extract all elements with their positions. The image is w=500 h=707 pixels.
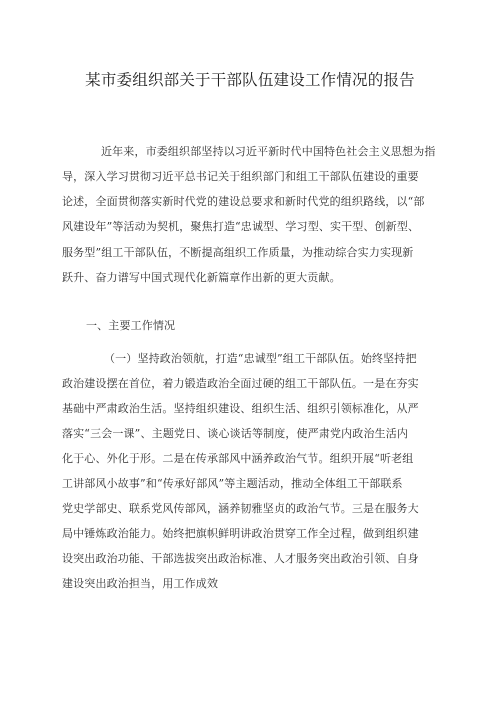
body-line: 局中锤炼政治能力。始终把旗帜鲜明讲政治贯穿工作全过程，做到组织建 <box>62 527 419 540</box>
body-line: 政治建设摆在首位，着力锻造政治全面过硬的组工干部队伍。一是在夯实 <box>62 377 419 390</box>
body-line: 党史学部史、联系党风传部风，涵养韧雅坚贞的政治气节。三是在服务大 <box>62 502 419 515</box>
body-line: 化于心、外化于形。二是在传承部风中涵养政治气节。组织开展“听老组 <box>62 452 414 465</box>
body-line: 落实“三会一课”、主题党日、谈心谈话等制度，使严肃党内政治生活内 <box>62 427 409 440</box>
intro-line: 论述，全面贯彻落实新时代党的建设总要求和新时代党的组织路线，以“部 <box>62 195 425 208</box>
intro-line: 风建设年”等活动为契机，聚焦打造“忠诚型、学习型、实干型、创新型、 <box>62 220 420 233</box>
body-line: 设突出政治功能、干部选拔突出政治标准、人才服务突出政治引领、自身 <box>62 552 419 565</box>
intro-line: 导，深入学习贯彻习近平总书记关于组织部门和组工干部队伍建设的重要 <box>62 170 419 183</box>
body-line: （一）坚持政治领航，打造“忠诚型”组工干部队伍。始终坚持把 <box>104 352 417 365</box>
section-heading: 一、主要工作情况 <box>86 319 176 332</box>
intro-line: 服务型”组工干部队伍，不断提高组织工作质量，为推动综合实力实现新 <box>62 246 414 259</box>
intro-line: 近年来，市委组织部坚持以习近平新时代中国特色社会主义思想为指 <box>101 145 436 158</box>
body-line: 基础中严肃政治生活。坚持组织建设、组织生活、组织引领标准化，从严 <box>62 402 419 415</box>
body-line: 建设突出政治担当，用工作成效 <box>62 577 219 590</box>
body-line: 工讲部风小故事”和“传承好部风”等主题活动，推动全体组工干部联系 <box>62 477 403 490</box>
document-title: 某市委组织部关于干部队伍建设工作情况的报告 <box>85 71 415 89</box>
intro-line: 跃升、奋力谱写中国式现代化新篇章作出新的更大贡献。 <box>62 271 341 284</box>
